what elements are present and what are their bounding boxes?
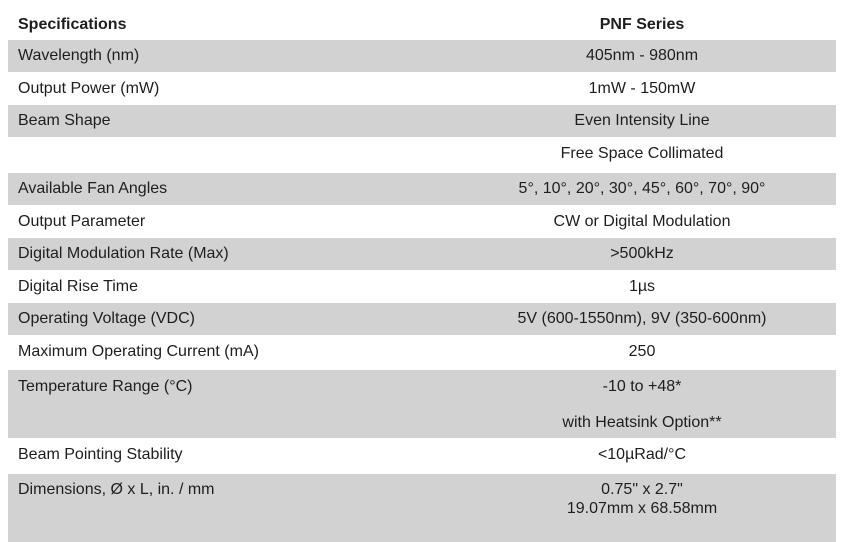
spec-label: Beam Shape (18, 112, 111, 129)
spec-value: 5V (600-1550nm), 9V (350-600nm) (517, 310, 767, 327)
spec-value: <10µRad/°C (597, 446, 687, 463)
spec-label: Dimensions, Ø x L, in. / mm (18, 481, 215, 498)
spec-value: CW or Digital Modulation (553, 213, 731, 230)
header-value: PNF Series (599, 16, 685, 33)
spec-value: >500kHz (610, 245, 674, 262)
spec-label: Available Fan Angles (18, 180, 168, 197)
spec-label: Operating Voltage (VDC) (18, 310, 195, 327)
row-fan-angles (8, 173, 836, 205)
row-output-power (8, 72, 836, 105)
spec-label: Wavelength (nm) (18, 47, 140, 64)
spec-label: Digital Rise Time (18, 278, 139, 295)
spec-value-line: with Heatsink Option** (562, 414, 722, 431)
row-beam-shape (8, 105, 836, 137)
spec-label: Beam Pointing Stability (18, 446, 183, 463)
spec-value: 1mW - 150mW (588, 80, 696, 97)
spec-value-line: -10 to +48* (602, 378, 682, 395)
spec-label: Temperature Range (°C) (18, 378, 193, 395)
row-modulation-rate (8, 238, 836, 270)
row-output-parameter (8, 205, 836, 238)
row-rise-time (8, 270, 836, 303)
spec-value: 5°, 10°, 20°, 30°, 45°, 60°, 70°, 90° (518, 180, 766, 197)
row-operating-voltage (8, 303, 836, 335)
spec-value: 250 (628, 343, 656, 360)
spec-value-line: 0.75" x 2.7" (601, 481, 683, 498)
spec-value-line: 19.07mm x 68.58mm (566, 500, 718, 517)
spec-value: 1µs (628, 278, 656, 295)
header-label: Specifications (18, 16, 127, 33)
spec-value: 405nm - 980nm (585, 47, 699, 64)
spec-value: Even Intensity Line (574, 112, 710, 129)
row-dimensions (8, 474, 836, 542)
row-wavelength (8, 40, 836, 72)
spec-label: Digital Modulation Rate (Max) (18, 245, 229, 262)
spec-label: Maximum Operating Current (mA) (18, 343, 259, 360)
spec-value: Free Space Collimated (560, 145, 724, 162)
row-temperature-range (8, 370, 836, 438)
spec-value (438, 377, 836, 432)
spec-value (438, 480, 836, 518)
row-beam-shape-extra (8, 137, 836, 173)
spec-label: Output Power (mW) (18, 80, 160, 97)
table-header (8, 8, 836, 40)
row-pointing-stability (8, 438, 836, 474)
specifications-table (8, 8, 836, 542)
row-operating-current (8, 335, 836, 370)
spec-label: Output Parameter (18, 213, 146, 230)
